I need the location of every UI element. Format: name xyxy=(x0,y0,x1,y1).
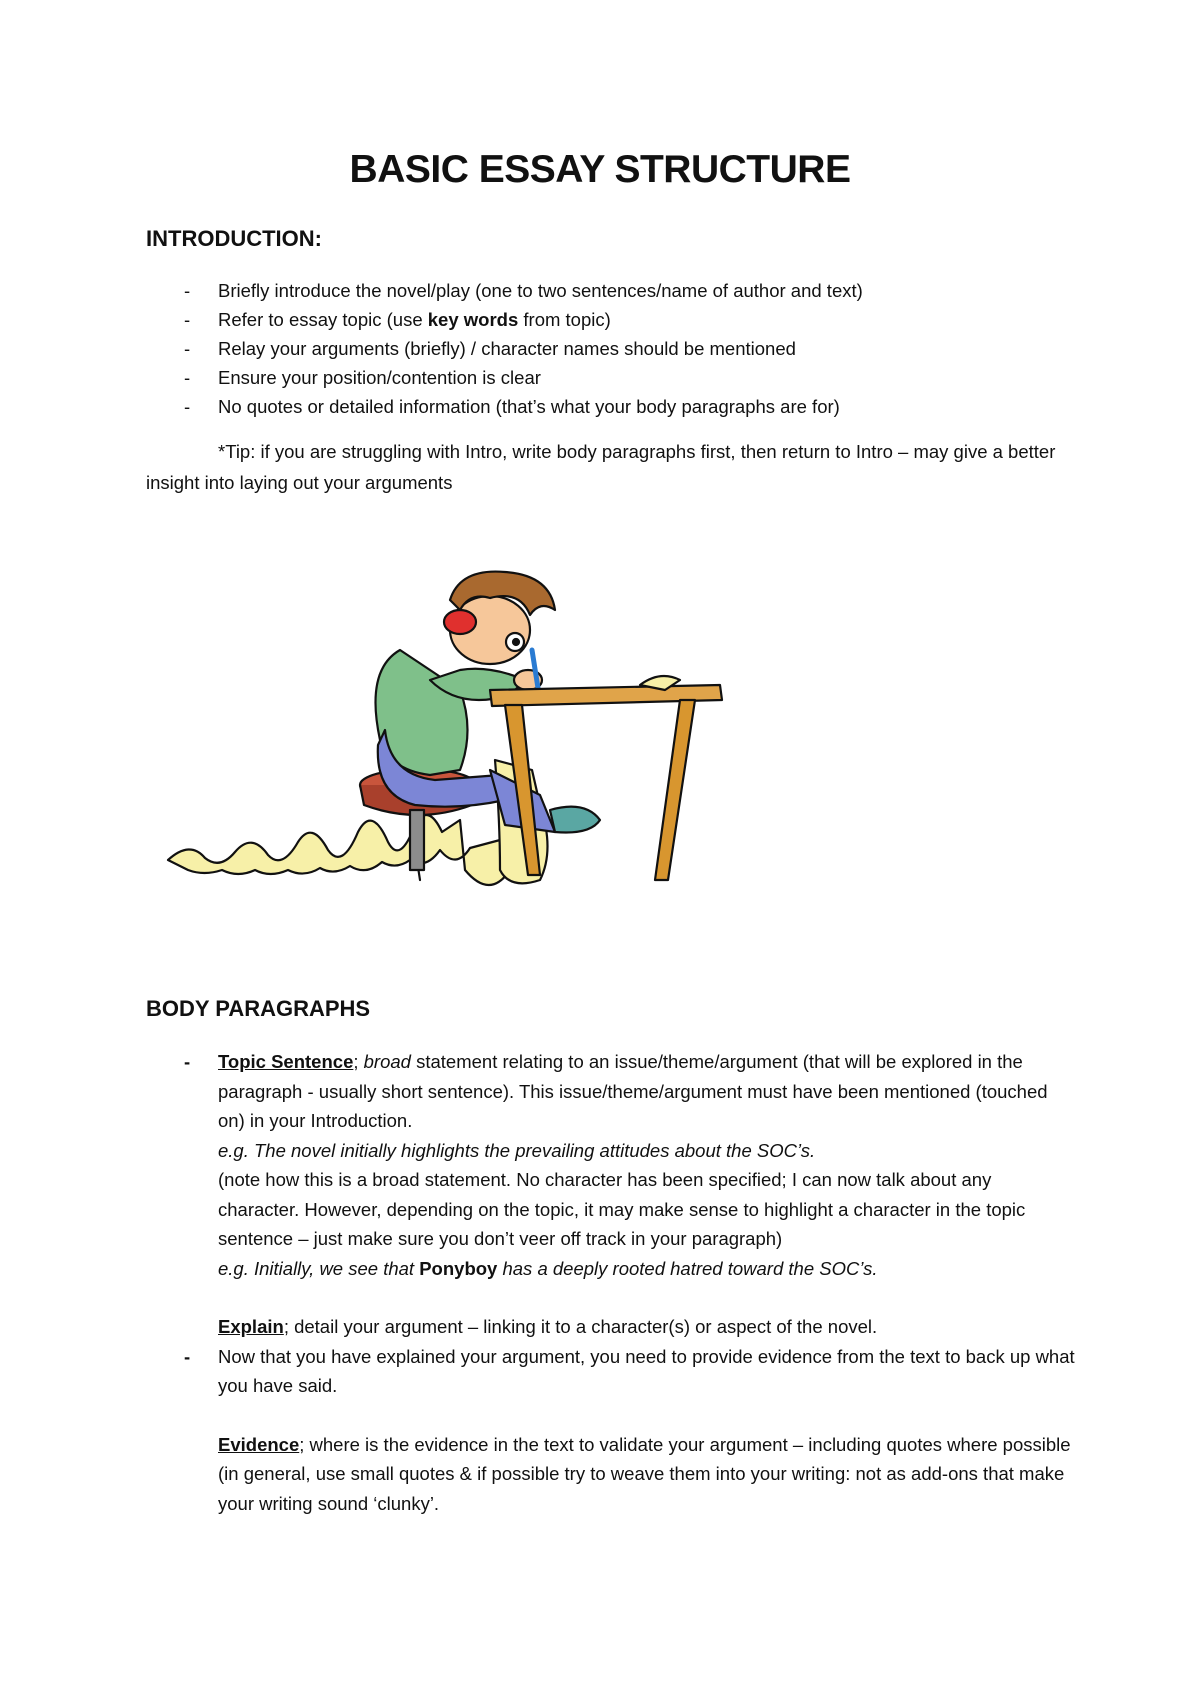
bullet-text: Relay your arguments (briefly) / character names should be mentioned xyxy=(218,338,796,359)
evidence-text: where is the evidence in the text to validate your argument – including quotes where possible (in general, use small quotes & if possible try to weave them into your writing: not as add-ons that make your writing sound ‘clunky’. xyxy=(218,1433,1071,1514)
example-text: e.g. The novel initially highlights the prevailing attitudes about the SOC’s. xyxy=(218,1139,816,1161)
note-paragraph xyxy=(146,1165,1076,1254)
bullet-text: Briefly introduce the novel/play (one to two sentences/name of author and text) xyxy=(218,280,863,301)
introduction-list xyxy=(146,276,1076,421)
tip-paragraph: *Tip: if you are struggling with Intro, write body paragraphs first, then return to Intro – may give a better insight into laying out your arguments xyxy=(146,441,1056,493)
list-item xyxy=(146,392,1076,421)
explain-item xyxy=(146,1312,1076,1342)
bullet-text-bold: key words xyxy=(427,309,519,330)
bullet-dash: - xyxy=(184,396,191,417)
bullet-text: from topic) xyxy=(518,309,611,330)
body-paragraphs-heading: BODY PARAGRAPHS xyxy=(146,996,371,1021)
evidence-label: Evidence xyxy=(218,1433,300,1455)
separator: ; xyxy=(353,1051,364,1072)
bullet-text: Ensure your position/contention is clear xyxy=(218,367,541,388)
page-title: BASIC ESSAY STRUCTURE xyxy=(349,148,851,191)
bullet-dash: - xyxy=(184,367,191,388)
bullet-dash: - xyxy=(184,338,191,359)
character-name: Ponyboy xyxy=(419,1257,498,1279)
explain-text: detail your argument – linking it to a character(s) or aspect of the novel. xyxy=(294,1316,878,1337)
explain-label: Explain xyxy=(218,1316,284,1337)
topic-sentence-text: statement relating to an issue/theme/argument (that will be explored in the paragraph - usually short sentence). This issue/theme/argument must have been mentioned (touched on) in your Introduction. xyxy=(218,1051,1048,1131)
example-text: has a deeply rooted hatred toward the SOC’s. xyxy=(497,1257,878,1279)
note-text: (note how this is a broad statement. No character has been specified; I can now talk about any character. However, depending on the topic, it may make sense to highlight a character in the topic sentence – just make sure you don’t veer off track in your paragraph) xyxy=(218,1169,1026,1249)
example-line xyxy=(146,1136,1076,1166)
list-item xyxy=(146,305,1076,334)
topic-sentence-item xyxy=(146,1047,1076,1136)
student-writing-at-desk-icon xyxy=(160,570,760,930)
emphasis-word: broad xyxy=(363,1051,411,1072)
explain-followup-item xyxy=(146,1342,1076,1401)
introduction-heading: INTRODUCTION: xyxy=(146,226,322,251)
list-item xyxy=(146,363,1076,392)
bullet-dash: - xyxy=(184,1345,191,1367)
list-item xyxy=(146,334,1076,363)
example-text: e.g. Initially, we see that xyxy=(218,1257,420,1279)
evidence-item xyxy=(146,1430,1076,1519)
bullet-dash: - xyxy=(184,309,191,330)
example-line xyxy=(146,1254,1076,1284)
bullet-dash: - xyxy=(184,280,191,301)
body-paragraphs-section xyxy=(146,1047,1076,1518)
topic-sentence-label: Topic Sentence xyxy=(218,1051,354,1072)
separator: ; xyxy=(283,1316,295,1337)
bullet-dash: - xyxy=(184,1051,191,1072)
separator: ; xyxy=(299,1433,310,1455)
list-item xyxy=(146,276,1076,305)
bullet-text: No quotes or detailed information (that’s what your body paragraphs are for) xyxy=(218,396,840,417)
explain-followup-text: Now that you have explained your argument, you need to provide evidence from the text to back up what you have said. xyxy=(218,1345,1075,1396)
bullet-text: Refer to essay topic (use xyxy=(218,309,428,330)
